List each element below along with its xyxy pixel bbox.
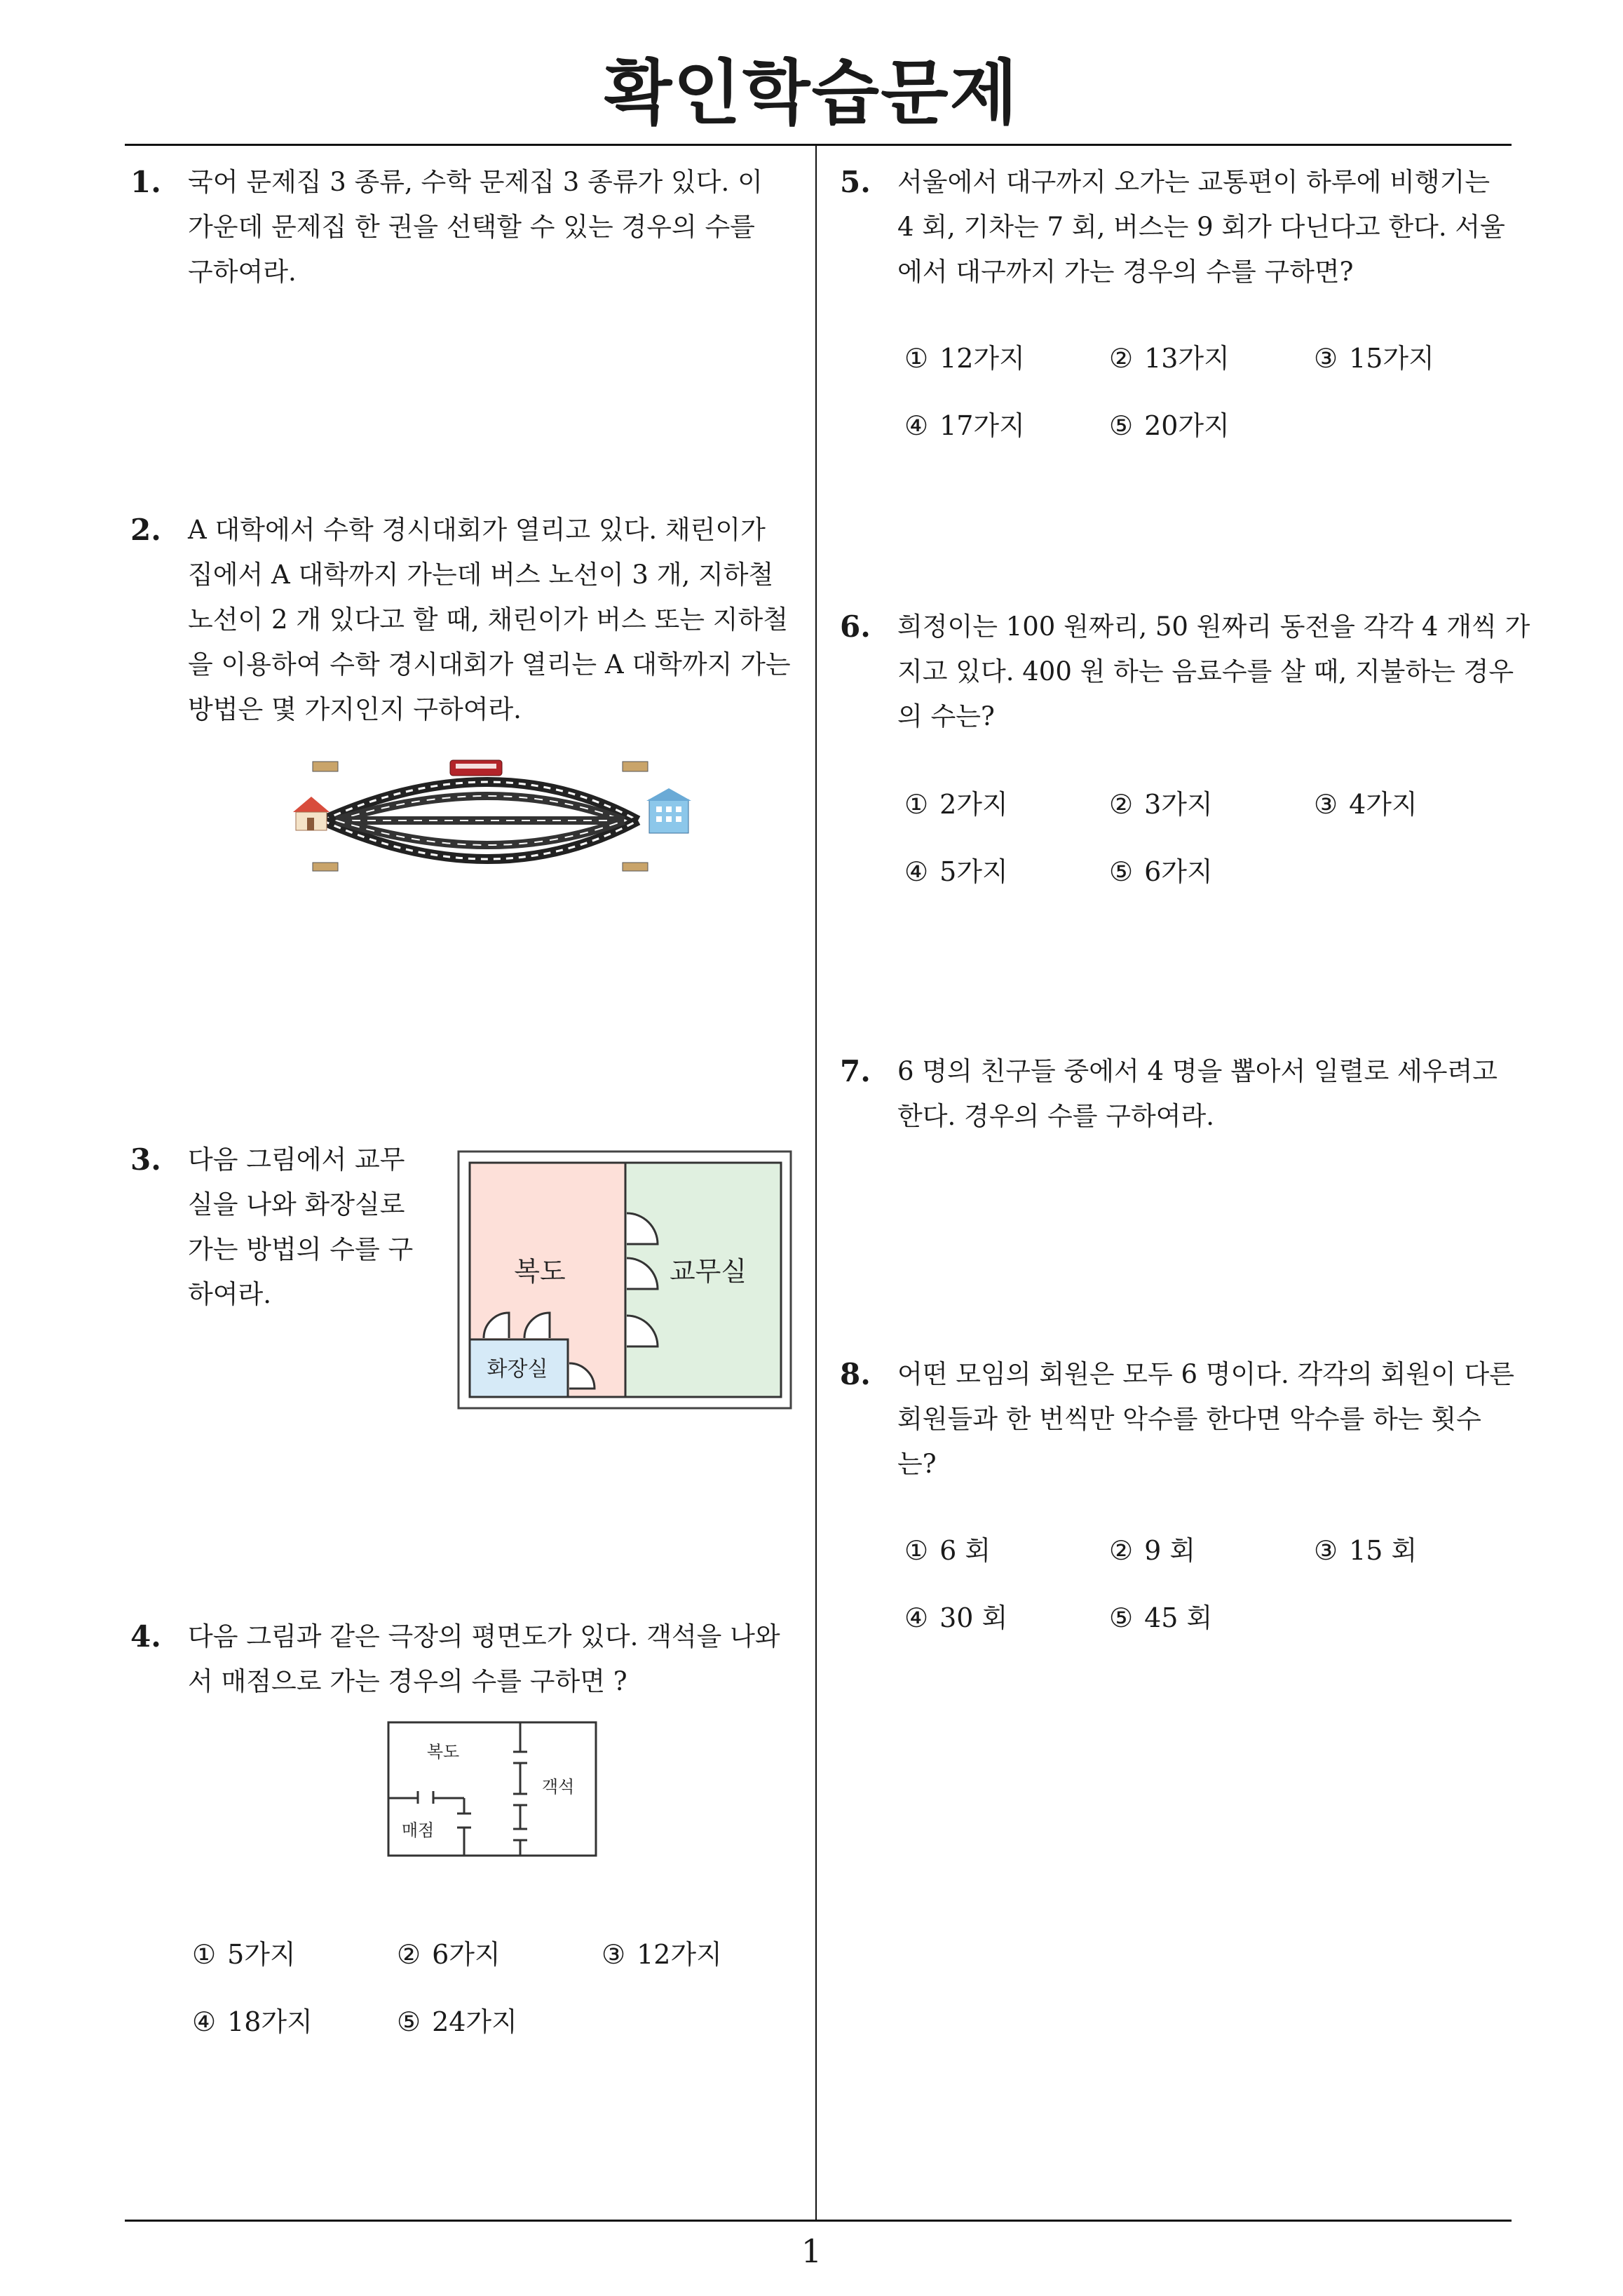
choice-1[interactable] bbox=[904, 1533, 991, 1568]
choice-text: 12가지 bbox=[939, 343, 1025, 374]
question-line: 에서 대구까지 가는 경우의 수를 구하면? bbox=[897, 257, 1354, 287]
choice-marker: ③ bbox=[1314, 1535, 1338, 1566]
door-gap bbox=[460, 1814, 470, 1828]
choice-1[interactable] bbox=[192, 1937, 296, 1972]
question-text bbox=[188, 1137, 468, 1317]
question-line: 6 명의 친구들 중에서 4 명을 뽑아서 일렬로 세우려고 bbox=[897, 1056, 1498, 1086]
choice-marker: ① bbox=[904, 789, 929, 820]
choice-4[interactable] bbox=[904, 408, 1025, 443]
choice-text: 24가지 bbox=[432, 2006, 517, 2037]
question-line: 을 이용하여 수학 경시대회가 열리는 A 대학까지 가는 bbox=[188, 649, 791, 680]
choice-marker: ① bbox=[192, 1939, 217, 1970]
choice-3[interactable] bbox=[602, 1937, 722, 1972]
university-icon bbox=[646, 788, 691, 833]
choice-text: 5가지 bbox=[227, 1939, 296, 1970]
top-rule bbox=[125, 144, 1512, 146]
choice-marker: ② bbox=[1109, 789, 1134, 820]
choice-text: 15가지 bbox=[1349, 343, 1434, 374]
question-line: 의 수는? bbox=[897, 701, 995, 731]
choice-3[interactable] bbox=[1314, 1533, 1417, 1568]
choice-2[interactable] bbox=[1109, 1533, 1195, 1568]
choice-text: 5가지 bbox=[939, 856, 1008, 887]
question-line: 회원들과 한 번씩만 악수를 한다면 악수를 하는 횟수 bbox=[897, 1404, 1481, 1434]
choice-1[interactable] bbox=[904, 341, 1025, 376]
question-text bbox=[897, 605, 1530, 739]
choice-marker: ④ bbox=[192, 2006, 217, 2037]
choice-2[interactable] bbox=[1109, 341, 1230, 376]
choice-marker: ③ bbox=[602, 1939, 626, 1970]
choice-5[interactable] bbox=[1109, 1600, 1212, 1635]
choice-4[interactable] bbox=[904, 854, 1008, 889]
choice-text: 17가지 bbox=[939, 410, 1025, 441]
choice-text: 6 회 bbox=[939, 1535, 991, 1566]
choice-text: 6가지 bbox=[432, 1939, 501, 1970]
theater-floorplan bbox=[387, 1721, 599, 1858]
question-number: 1. bbox=[130, 165, 161, 199]
choice-text: 13가지 bbox=[1144, 343, 1230, 374]
door-gap bbox=[516, 1794, 526, 1805]
question-line: 지고 있다. 400 원 하는 음료수를 살 때, 지불하는 경우 bbox=[897, 656, 1514, 687]
choice-1[interactable] bbox=[904, 787, 1008, 822]
question-text bbox=[897, 1352, 1513, 1487]
question-line: 서 매점으로 가는 경우의 수를 구하면 ? bbox=[188, 1666, 627, 1696]
choice-4[interactable] bbox=[192, 2004, 313, 2039]
question-number: 6. bbox=[840, 609, 871, 644]
choice-text: 20가지 bbox=[1144, 410, 1230, 441]
choice-2[interactable] bbox=[397, 1937, 501, 1972]
question-number: 7. bbox=[840, 1054, 871, 1088]
choice-text: 45 회 bbox=[1144, 1602, 1213, 1633]
choice-2[interactable] bbox=[1109, 787, 1213, 822]
choice-marker: ③ bbox=[1314, 789, 1338, 820]
page-number: 1 bbox=[801, 2232, 822, 2270]
question-line: 집에서 A 대학까지 가는데 버스 노선이 3 개, 지하철 bbox=[188, 560, 774, 590]
question-line: 다음 그림에서 교무 bbox=[188, 1144, 405, 1175]
station-post bbox=[623, 863, 648, 871]
question-line: 는? bbox=[897, 1449, 937, 1479]
choice-marker: ② bbox=[397, 1939, 421, 1970]
route-diagram bbox=[287, 757, 701, 877]
question-text bbox=[897, 160, 1513, 295]
question-line: 구하여라. bbox=[188, 257, 297, 287]
choice-text: 30 회 bbox=[939, 1602, 1008, 1633]
choice-marker: ④ bbox=[904, 1602, 929, 1633]
restroom-label: 화장실 bbox=[487, 1357, 548, 1382]
question-line: A 대학에서 수학 경시대회가 열리고 있다. 채린이가 bbox=[188, 515, 766, 545]
question-line: 어떤 모임의 회원은 모두 6 명이다. 각각의 회원이 다른 bbox=[897, 1359, 1514, 1389]
choice-text: 9 회 bbox=[1144, 1535, 1196, 1566]
choice-text: 2가지 bbox=[939, 789, 1008, 820]
question-line: 다음 그림과 같은 극장의 평면도가 있다. 객석을 나와 bbox=[188, 1621, 780, 1652]
question-line: 서울에서 대구까지 오가는 교통편이 하루에 비행기는 bbox=[897, 167, 1490, 197]
choice-marker: ⑤ bbox=[1109, 856, 1134, 887]
question-line: 방법은 몇 가지인지 구하여라. bbox=[188, 694, 522, 724]
choice-text: 15 회 bbox=[1349, 1535, 1418, 1566]
question-line: 한다. 경우의 수를 구하여라. bbox=[897, 1101, 1214, 1131]
school-floorplan bbox=[457, 1150, 794, 1411]
choice-marker: ③ bbox=[1314, 343, 1338, 374]
house-icon bbox=[293, 797, 330, 830]
question-number: 4. bbox=[130, 1619, 161, 1654]
choice-marker: ⑤ bbox=[1109, 410, 1134, 441]
choice-text: 4가지 bbox=[1349, 789, 1418, 820]
question-text bbox=[897, 1049, 1513, 1139]
choice-marker: ⑤ bbox=[397, 2006, 421, 2037]
question-text bbox=[188, 508, 805, 732]
choice-text: 6가지 bbox=[1144, 856, 1213, 887]
station-post bbox=[313, 863, 338, 871]
question-line: 희정이는 100 원짜리, 50 원짜리 동전을 각각 4 개씩 가 bbox=[897, 612, 1530, 642]
question-text bbox=[188, 160, 805, 295]
question-line: 하여라. bbox=[188, 1279, 271, 1309]
choice-text: 12가지 bbox=[637, 1939, 722, 1970]
page-title: 확인학습문제 bbox=[604, 52, 1019, 134]
bottom-rule bbox=[125, 2220, 1512, 2222]
choice-marker: ① bbox=[904, 1535, 929, 1566]
choice-marker: ⑤ bbox=[1109, 1602, 1134, 1633]
store-label: 매점 bbox=[401, 1821, 435, 1840]
hallway-label: 복도 bbox=[514, 1256, 566, 1287]
choice-3[interactable] bbox=[1314, 787, 1418, 822]
choice-4[interactable] bbox=[904, 1600, 1007, 1635]
door-gap bbox=[418, 1794, 433, 1804]
station-post bbox=[623, 762, 648, 771]
choice-5[interactable] bbox=[1109, 854, 1213, 889]
question-number: 5. bbox=[840, 165, 871, 199]
question-line: 4 회, 기차는 7 회, 버스는 9 회가 다닌다고 한다. 서울 bbox=[897, 212, 1505, 242]
question-line: 국어 문제집 3 종류, 수학 문제집 3 종류가 있다. 이 bbox=[188, 167, 763, 197]
choice-marker: ④ bbox=[904, 856, 929, 887]
door-gap bbox=[516, 1829, 526, 1840]
choice-marker: ① bbox=[904, 343, 929, 374]
column-divider bbox=[815, 145, 817, 2220]
question-line: 노선이 2 개 있다고 할 때, 채린이가 버스 또는 지하철 bbox=[188, 605, 788, 635]
choice-text: 3가지 bbox=[1144, 789, 1213, 820]
choice-marker: ② bbox=[1109, 1535, 1134, 1566]
station-post bbox=[313, 762, 338, 771]
seats-label: 객석 bbox=[541, 1777, 575, 1797]
choice-marker: ④ bbox=[904, 410, 929, 441]
hallway-label: 복도 bbox=[426, 1742, 460, 1762]
question-line: 가운데 문제집 한 권을 선택할 수 있는 경우의 수를 bbox=[188, 212, 755, 242]
choice-5[interactable] bbox=[1109, 408, 1230, 443]
choice-text: 18가지 bbox=[227, 2006, 313, 2037]
question-number: 2. bbox=[130, 513, 161, 547]
question-text bbox=[188, 1614, 805, 1704]
choice-5[interactable] bbox=[397, 2004, 517, 2039]
question-line: 실을 나와 화장실로 bbox=[188, 1189, 405, 1220]
office-label: 교무실 bbox=[669, 1256, 747, 1287]
question-number: 8. bbox=[840, 1357, 871, 1391]
door-gap bbox=[516, 1752, 526, 1763]
choice-marker: ② bbox=[1109, 343, 1134, 374]
question-line: 가는 방법의 수를 구 bbox=[188, 1234, 414, 1264]
question-number: 3. bbox=[130, 1142, 161, 1177]
choice-3[interactable] bbox=[1314, 341, 1434, 376]
